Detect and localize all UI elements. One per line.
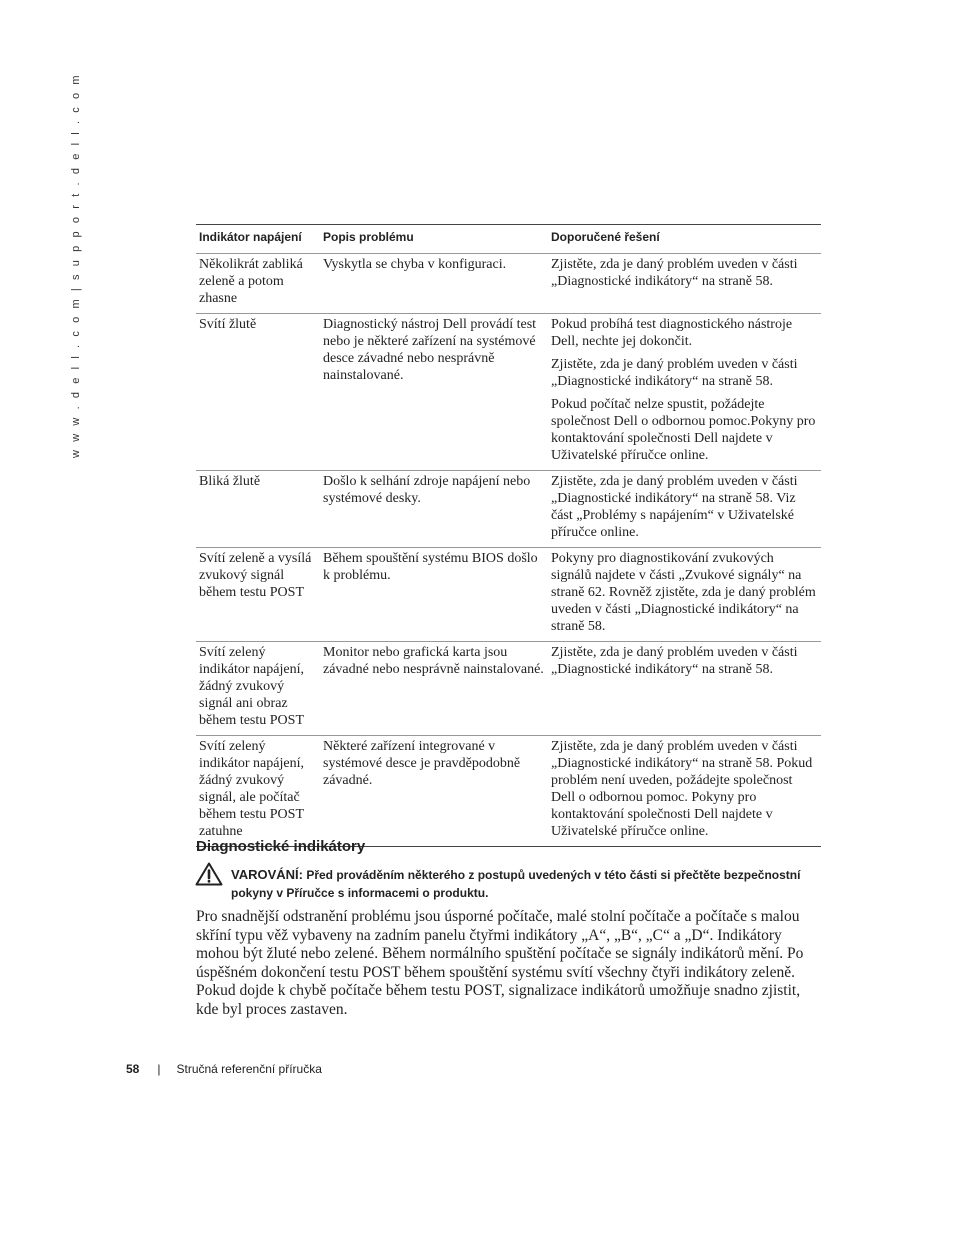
- side-url: w w w . d e l l . c o m | s u p p o r t . d e l l . c o m: [70, 72, 82, 458]
- table-row: [196, 314, 821, 471]
- warning-notice: [231, 866, 821, 902]
- warning-message: Před prováděním některého z postupů uvedených v této části si přečtěte bezpečnostní pokyny v Příručce s informacemi o produktu.: [231, 868, 801, 900]
- table-row: [196, 736, 821, 847]
- column-header-indicator: Indikátor napájení: [196, 225, 320, 254]
- warning-label: VAROVÁNÍ:: [231, 867, 303, 882]
- column-header-solution: Doporučené řešení: [548, 225, 821, 254]
- cell-indicator: Bliká žlutě: [196, 471, 320, 548]
- cell-problem: Došlo k selhání zdroje napájení nebo systémové desky.: [320, 471, 548, 548]
- cell-solution: [548, 642, 821, 736]
- table-header-row: [196, 225, 821, 254]
- cell-problem: Vyskytla se chyba v konfiguraci.: [320, 254, 548, 314]
- page-footer: [126, 1062, 322, 1076]
- cell-indicator: Svítí zelený indikátor napájení, žádný zvukový signál, ale počítač během testu POST zatuhne: [196, 736, 320, 847]
- solution-paragraph: Zjistěte, zda je daný problém uveden v části „Diagnostické indikátory“ na straně 58.: [551, 645, 798, 677]
- table-row: [196, 548, 821, 642]
- body-paragraph: Pro snadnější odstranění problému jsou úsporné počítače, malé stolní počítače a počítače s malou skříní typu věž vybaveny na zadním panelu čtyřmi indikátory „A“, „B“, „C“ a „D“. Indikátory mohou být žluté nebo zelené. Během normálního spuštění počítače se signály indikátorů mění. Po úspěšném dokončení testu POST během spouštění systému svítí všechny čtyři indikátory zeleně. Pokud dojde k chybě počítače během testu POST, signalizace indikátorů umožňuje snadno zjistit, kde byl proces zastaven.: [196, 908, 804, 1018]
- cell-problem: Diagnostický nástroj Dell provádí test nebo je některé zařízení na systémové desce závadné nebo nesprávně nainstalované.: [320, 314, 548, 471]
- table-row: [196, 254, 821, 314]
- cell-problem: Některé zařízení integrované v systémové desce je pravděpodobně závadné.: [320, 736, 548, 847]
- solution-paragraph: Pokud počítač nelze spustit, požádejte společnost Dell o odbornou pomoc.Pokyny pro kontaktování společnosti Dell najdete v Uživatelské příručce online.: [551, 397, 816, 463]
- cell-indicator: Svítí zelený indikátor napájení, žádný zvukový signál ani obraz během testu POST: [196, 642, 320, 736]
- column-header-problem: Popis problému: [320, 225, 548, 254]
- warning-triangle-icon: [195, 862, 223, 886]
- cell-indicator: Několikrát zabliká zeleně a potom zhasne: [196, 254, 320, 314]
- diagnostic-table: [196, 224, 821, 847]
- cell-problem: Monitor nebo grafická karta jsou závadné nebo nesprávně nainstalované.: [320, 642, 548, 736]
- cell-solution: [548, 471, 821, 548]
- solution-paragraph: Pokyny pro diagnostikování zvukových signálů najdete v části „Zvukové signály“ na straně 62. Rovněž zjistěte, zda je daný problém uveden v části „Diagnostické indikátory“ na straně 58.: [551, 551, 816, 634]
- footer-separator: |: [157, 1062, 161, 1076]
- cell-problem: Během spouštění systému BIOS došlo k problému.: [320, 548, 548, 642]
- cell-solution: [548, 254, 821, 314]
- solution-paragraph: Zjistěte, zda je daný problém uveden v části „Diagnostické indikátory“ na straně 58.: [551, 257, 798, 289]
- table-row: [196, 471, 821, 548]
- footer-title: Stručná referenční příručka: [176, 1062, 322, 1076]
- table-row: [196, 642, 821, 736]
- page-number: 58: [126, 1062, 140, 1076]
- cell-indicator: Svítí žlutě: [196, 314, 320, 471]
- solution-paragraph: Zjistěte, zda je daný problém uveden v části „Diagnostické indikátory“ na straně 58. Pokud problém není uveden, požádejte společnost Dell o odbornou pomoc. Pokyny pro kontaktování společnosti Dell najdete v Uživatelské příručce online.: [551, 739, 813, 839]
- cell-indicator: Svítí zeleně a vysílá zvukový signál během testu POST: [196, 548, 320, 642]
- cell-solution: [548, 548, 821, 642]
- solution-paragraph: Pokud probíhá test diagnostického nástroje Dell, nechte jej dokončit.: [551, 317, 793, 349]
- solution-paragraph: Zjistěte, zda je daný problém uveden v části „Diagnostické indikátory“ na straně 58.: [551, 357, 798, 389]
- solution-paragraph: Zjistěte, zda je daný problém uveden v části „Diagnostické indikátory“ na straně 58. Viz část „Problémy s napájením“ v Uživatelské příručce online.: [551, 474, 798, 540]
- cell-solution: [548, 314, 821, 471]
- cell-solution: [548, 736, 821, 847]
- section-title: Diagnostické indikátory: [196, 838, 366, 855]
